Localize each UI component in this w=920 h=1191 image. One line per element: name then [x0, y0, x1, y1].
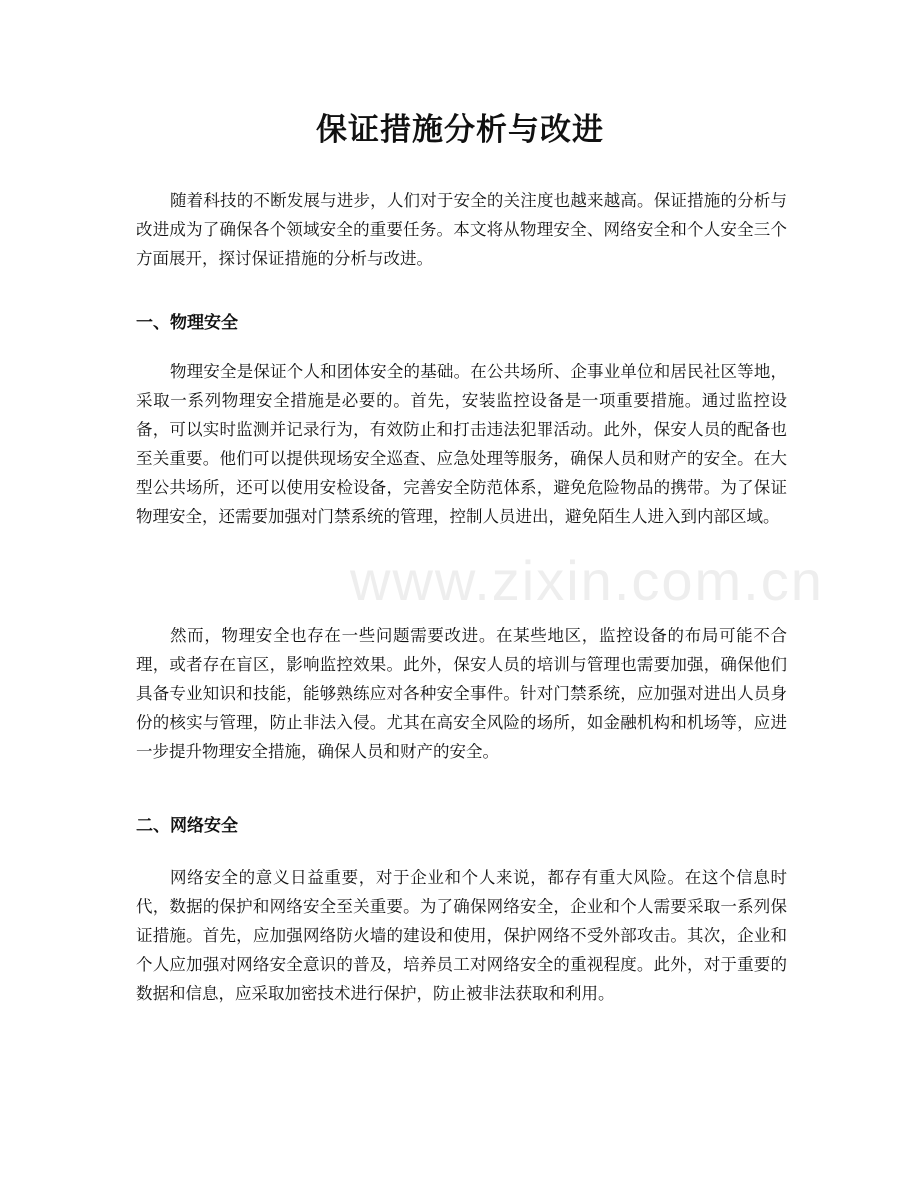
section-heading-network-security: 二、网络安全 [136, 816, 238, 836]
section-heading-physical-security: 一、物理安全 [136, 313, 238, 333]
physical-security-paragraph-2: 然而，物理安全也存在一些问题需要改进。在某些地区，监控设备的布局可能不合理，或者存在盲区，影响监控效果。此外，保安人员的培训与管理也需要加强，确保他们具备专业知识和技能，能够熟练应对各种安全事件。针对门禁系统，应加强对进出人员身份的核实与管理，防止非法入侵。尤其在高安全风险的场所，如金融机构和机场等，应进一步提升物理安全措施，确保人员和财产的安全。 [136, 626, 787, 761]
network-security-paragraph-1: 网络安全的意义日益重要，对于企业和个人来说，都存有重大风险。在这个信息时代，数据的保护和网络安全至关重要。为了确保网络安全，企业和个人需要采取一系列保证措施。首先，应加强网络防火墙的建设和使用，保护网络不受外部攻击。其次，企业和个人应加强对网络安全意识的普及，培养员工对网络安全的重视程度。此外，对于重要的数据和信息，应采取加密技术进行保护，防止被非法获取和利用。 [136, 868, 787, 1003]
physical-security-paragraph-1: 物理安全是保证个人和团体安全的基础。在公共场所、企事业单位和居民社区等地，采取一系列物理安全措施是必要的。首先，安装监控设备是一项重要措施。通过监控设备，可以实时监测并记录行为，有效防止和打击违法犯罪活动。此外，保安人员的配备也至关重要。他们可以提供现场安全巡查、应急处理等服务，确保人员和财产的安全。在大型公共场所，还可以使用安检设备，完善安全防范体系，避免危险物品的携带。为了保证物理安全，还需要加强对门禁系统的管理，控制人员进出，避免陌生人进入到内部区域。 [136, 362, 787, 526]
intro-paragraph: 随着科技的不断发展与进步，人们对于安全的关注度也越来越高。保证措施的分析与改进成为了确保各个领域安全的重要任务。本文将从物理安全、网络安全和个人安全三个方面展开，探讨保证措施的分析与改进。 [136, 191, 787, 268]
watermark: www.zixin.com.cn [350, 549, 824, 612]
document-title: 保证措施分析与改进 [316, 112, 604, 148]
